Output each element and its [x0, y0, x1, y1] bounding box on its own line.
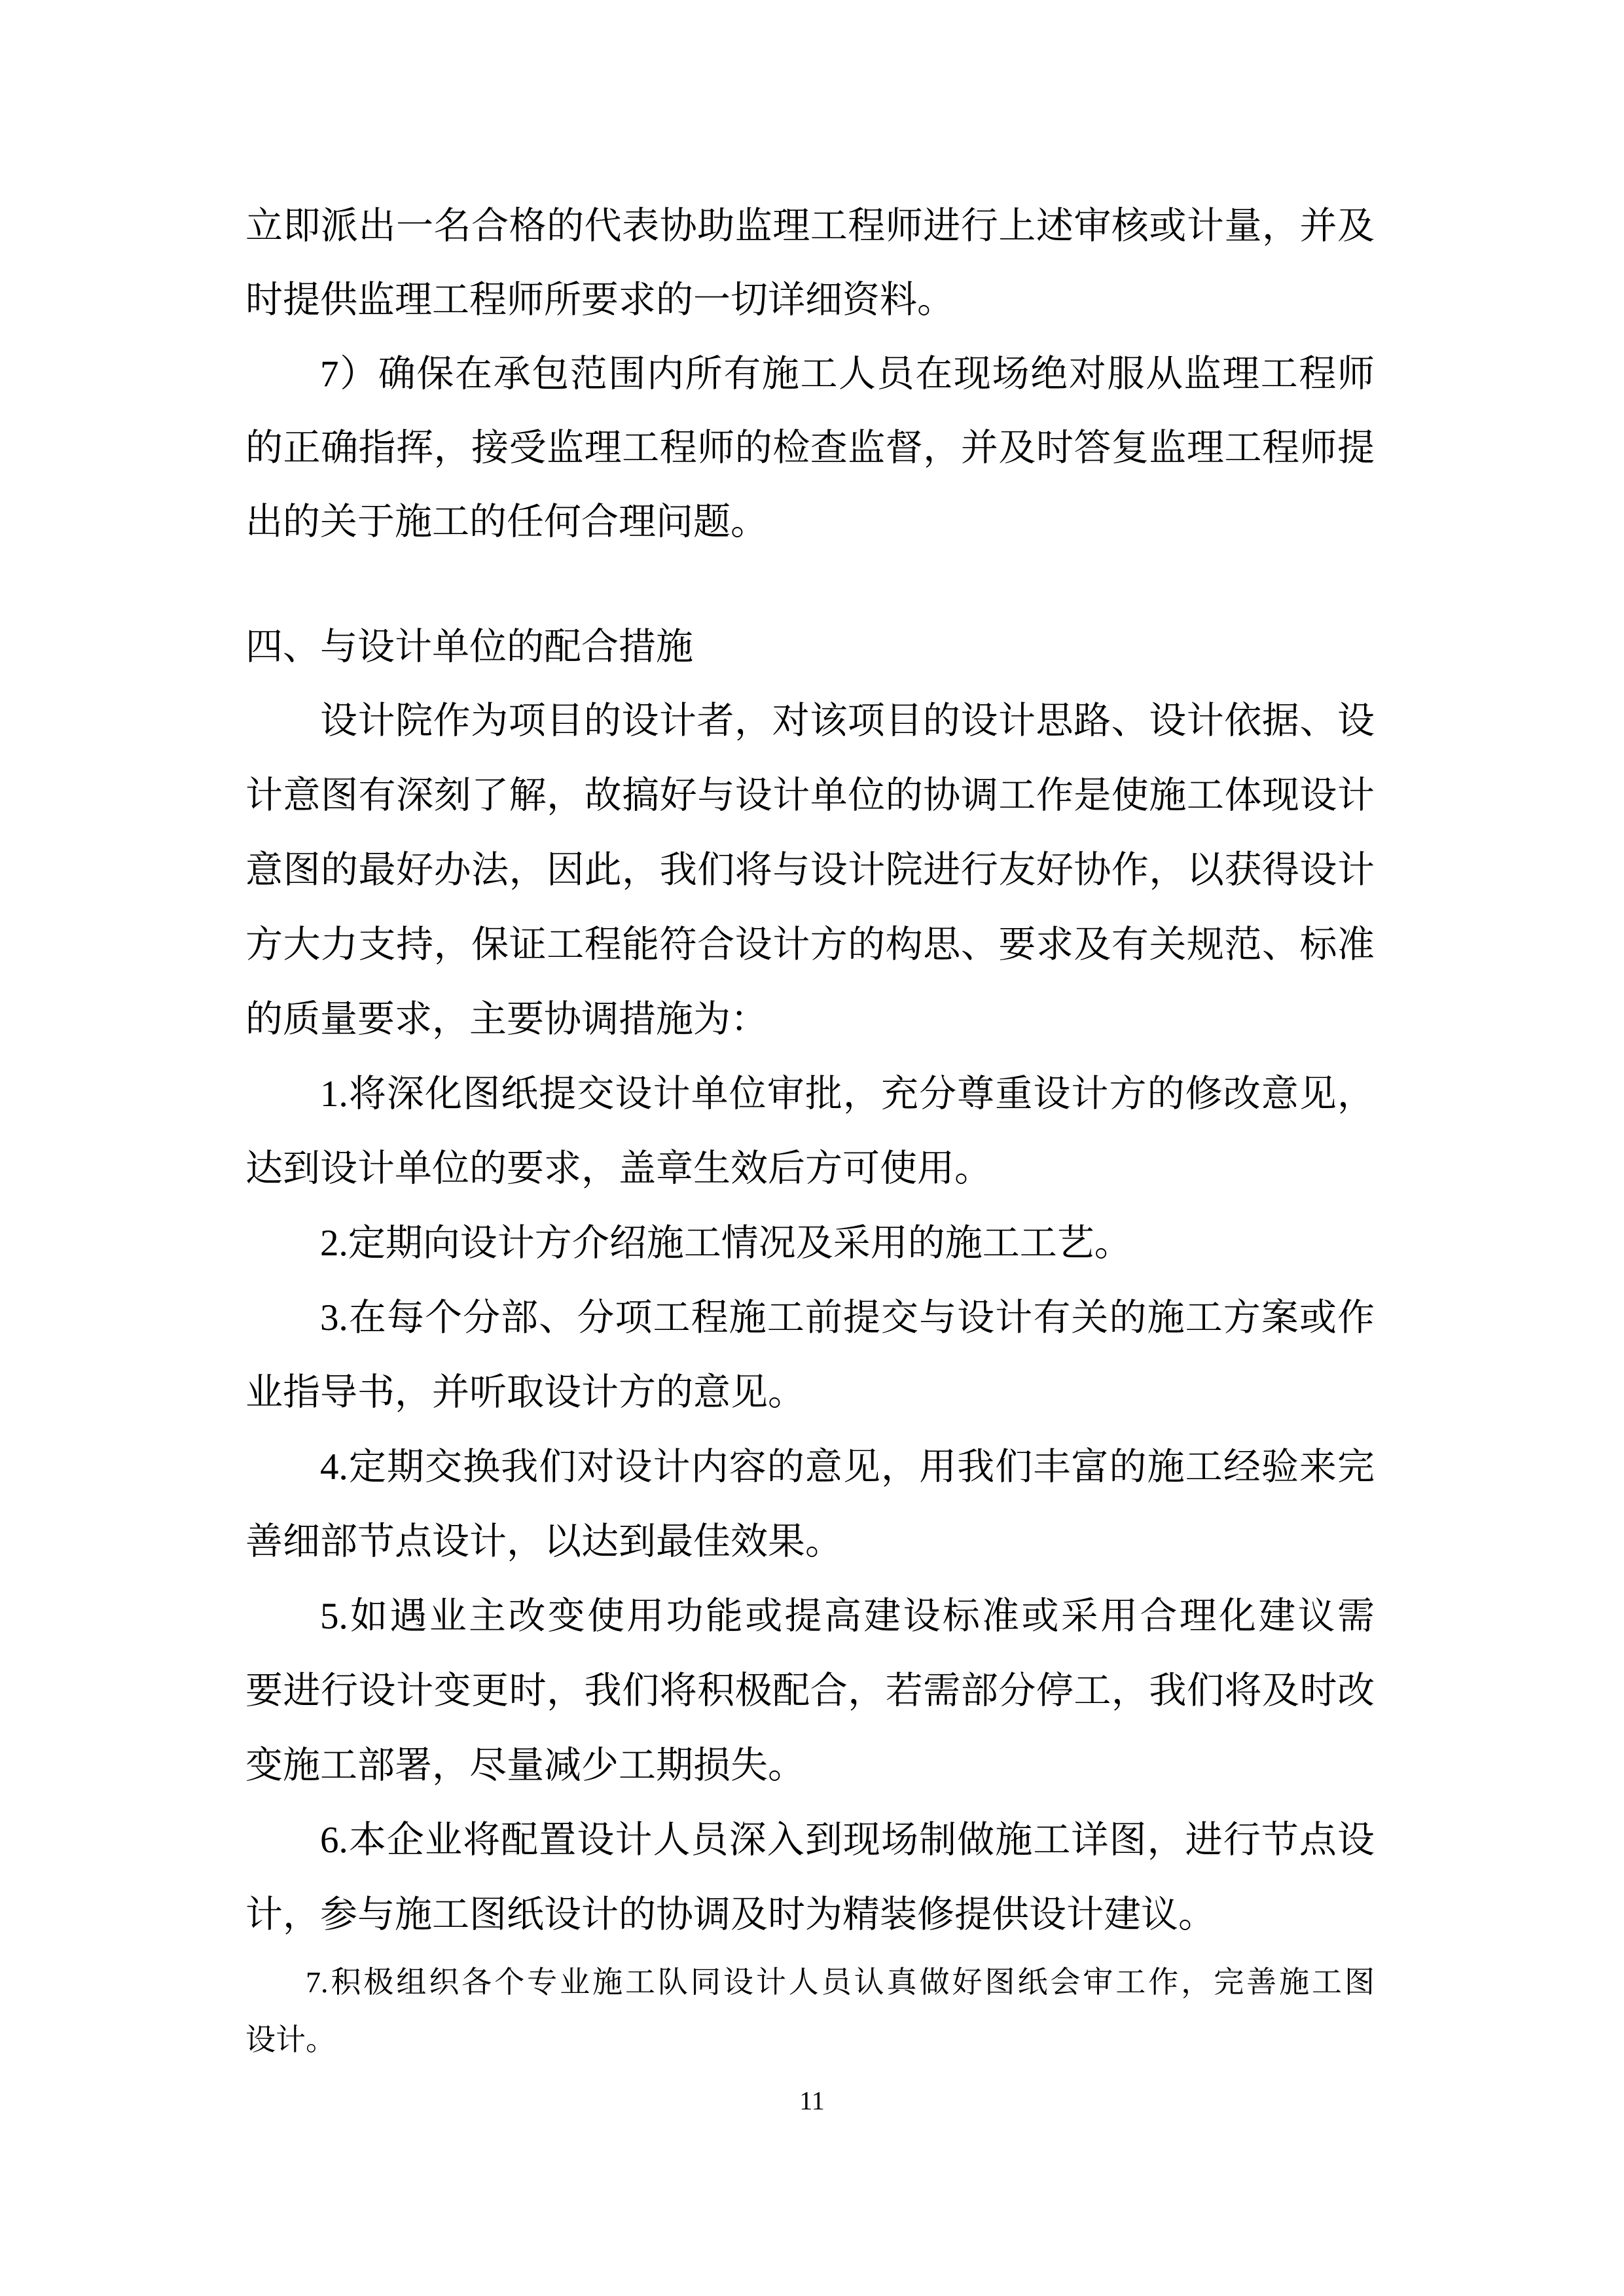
text-line: 的正确指挥，接受监理工程师的检查监督，并及时答复监理工程师提 [245, 427, 1375, 469]
text-line: 善细部节点设计，以达到最佳效果。 [245, 1521, 842, 1562]
section-heading: 四、与设计单位的配合措施 [245, 626, 693, 668]
text-line: 意图的最好办法，因此，我们将与设计院进行友好协作，以获得设计 [245, 850, 1375, 891]
text-line: 变施工部署，尽量减少工期损失。 [245, 1745, 805, 1786]
text-line: 2.定期向设计方介绍施工情况及采用的施工工艺。 [320, 1223, 1132, 1264]
text-line: 5.如遇业主改变使用功能或提高建设标准或采用合理化建议需 [320, 1596, 1375, 1637]
text-line: 6.本企业将配置设计人员深入到现场制做施工详图，进行节点设 [320, 1820, 1375, 1861]
text-line: 设计院作为项目的设计者，对该项目的设计思路、设计依据、设 [320, 700, 1375, 742]
text-line: 7）确保在承包范围内所有施工人员在现场绝对服从监理工程师 [320, 353, 1375, 395]
text-line: 业指导书，并听取设计方的意见。 [245, 1372, 805, 1413]
text-line: 立即派出一名合格的代表协助监理工程师进行上述审核或计量，并及 [245, 206, 1375, 247]
text-line: 方大力支持，保证工程能符合设计方的构思、要求及有关规范、标准 [245, 924, 1375, 965]
text-line: 时提供监理工程师所要求的一切详细资料。 [245, 279, 954, 321]
text-line: 的质量要求，主要协调措施为： [245, 999, 768, 1040]
text-line: 要进行设计变更时，我们将积极配合，若需部分停工，我们将及时改 [245, 1670, 1375, 1712]
text-line: 设计。 [245, 2023, 336, 2056]
text-line: 达到设计单位的要求，盖章生效后方可使用。 [245, 1148, 992, 1189]
text-line: 7.积极组织各个专业施工队同设计人员认真做好图纸会审工作，完善施工图 [306, 1965, 1375, 1999]
text-line: 计，参与施工图纸设计的协调及时为精装修提供设计建议。 [245, 1894, 1216, 1935]
text-line: 出的关于施工的任何合理问题。 [245, 501, 768, 543]
text-line: 4.定期交换我们对设计内容的意见，用我们丰富的施工经验来完 [320, 1446, 1375, 1488]
page-number: 11 [799, 2086, 825, 2115]
text-line: 3.在每个分部、分项工程施工前提交与设计有关的施工方案或作 [320, 1297, 1375, 1338]
text-line: 1.将深化图纸提交设计单位审批，充分尊重设计方的修改意见， [320, 1073, 1375, 1115]
text-line: 计意图有深刻了解，故搞好与设计单位的协调工作是使施工体现设计 [245, 775, 1375, 816]
